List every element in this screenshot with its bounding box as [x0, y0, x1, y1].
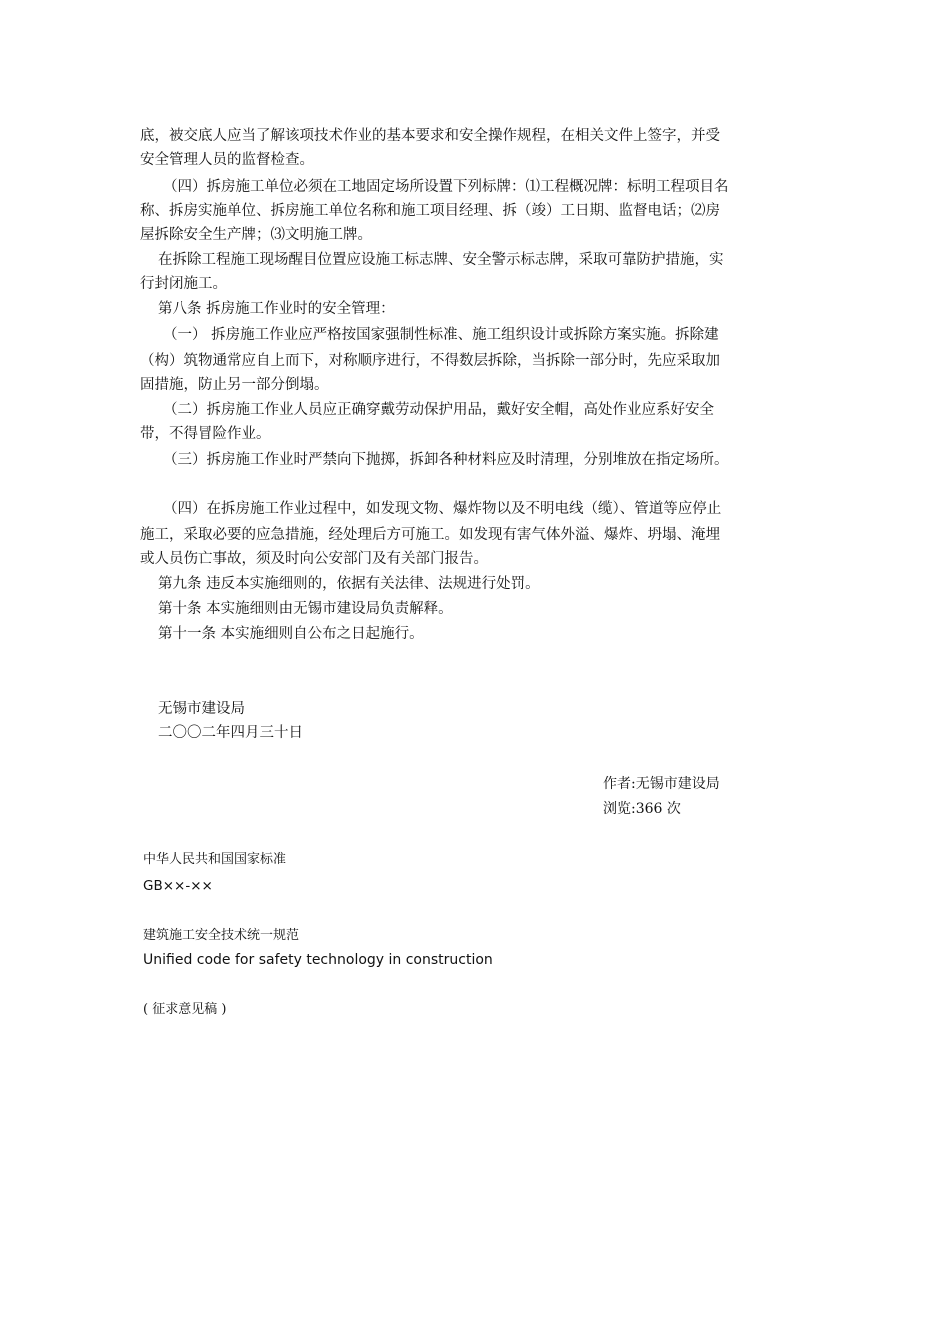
standard-title-en: Unified code for safety technology in construction [143, 952, 493, 968]
paragraph-line: 底，被交底人应当了解该项技术作业的基本要求和安全操作规程，在相关文件上签字，并受 [140, 128, 720, 144]
standard-code: GB××-×× [143, 878, 213, 894]
paragraph-line: 称、拆房实施单位、拆房施工单位名称和施工项目经理、拆（竣）工日期、监督电话；⑵房 [140, 203, 720, 219]
standard-title-cn: 建筑施工安全技术统一规范 [143, 928, 300, 943]
article-line: 第十条 本实施细则由无锡市建设局负责解释。 [158, 601, 453, 617]
paragraph-line: （四）拆房施工单位必须在工地固定场所设置下列标牌：⑴工程概况牌：标明工程项目名 [163, 179, 729, 195]
views-count: 浏览:366 次 [603, 801, 681, 817]
article-heading: 第八条 拆房施工作业时的安全管理： [158, 301, 395, 317]
paragraph-line: 屋拆除安全生产牌；⑶文明施工牌。 [140, 227, 372, 243]
article-line: 第十一条 本实施细则自公布之日起施行。 [158, 626, 424, 642]
issue-date: 二〇〇二年四月三十日 [158, 725, 303, 741]
paragraph-line: 在拆除工程施工现场醒目位置应设施工标志牌、安全警示标志牌，采取可靠防护措施，实 [158, 252, 724, 268]
paragraph-line: 安全管理人员的监督检查。 [140, 152, 314, 168]
issuer: 无锡市建设局 [158, 701, 245, 717]
paragraph-line: （四）在拆房施工作业过程中，如发现文物、爆炸物以及不明电线（缆）、管道等应停止 [163, 501, 722, 517]
paragraph-line: （三）拆房施工作业时严禁向下抛掷，拆卸各种材料应及时清理，分别堆放在指定场所。 [163, 452, 729, 468]
paragraph-line: 行封闭施工。 [140, 276, 227, 292]
paragraph-line: 带，不得冒险作业。 [140, 426, 271, 442]
paragraph-line: 或人员伤亡事故，须及时向公安部门及有关部门报告。 [140, 551, 488, 567]
country-standard: 中华人民共和国国家标准 [143, 852, 287, 867]
paragraph-line: （一） 拆房施工作业应严格按国家强制性标准、施工组织设计或拆除方案实施。拆除建 [163, 327, 719, 343]
author-text: 作者:无锡市建设局 [603, 776, 720, 792]
paragraph-line: （构）筑物通常应自上而下，对称顺序进行，不得数层拆除，当拆除一部分时，先应采取加 [140, 353, 720, 369]
draft-note: ( 征求意见稿 ) [143, 1002, 227, 1017]
paragraph-line: 固措施，防止另一部分倒塌。 [140, 377, 329, 393]
paragraph-line: 施工，采取必要的应急措施，经处理后方可施工。如发现有害气体外溢、爆炸、坍塌、淹埋 [140, 527, 720, 543]
article-line: 第九条 违反本实施细则的，依据有关法律、法规进行处罚。 [158, 576, 540, 592]
paragraph-line: （二）拆房施工作业人员应正确穿戴劳动保护用品，戴好安全帽，高处作业应系好安全 [163, 402, 714, 418]
